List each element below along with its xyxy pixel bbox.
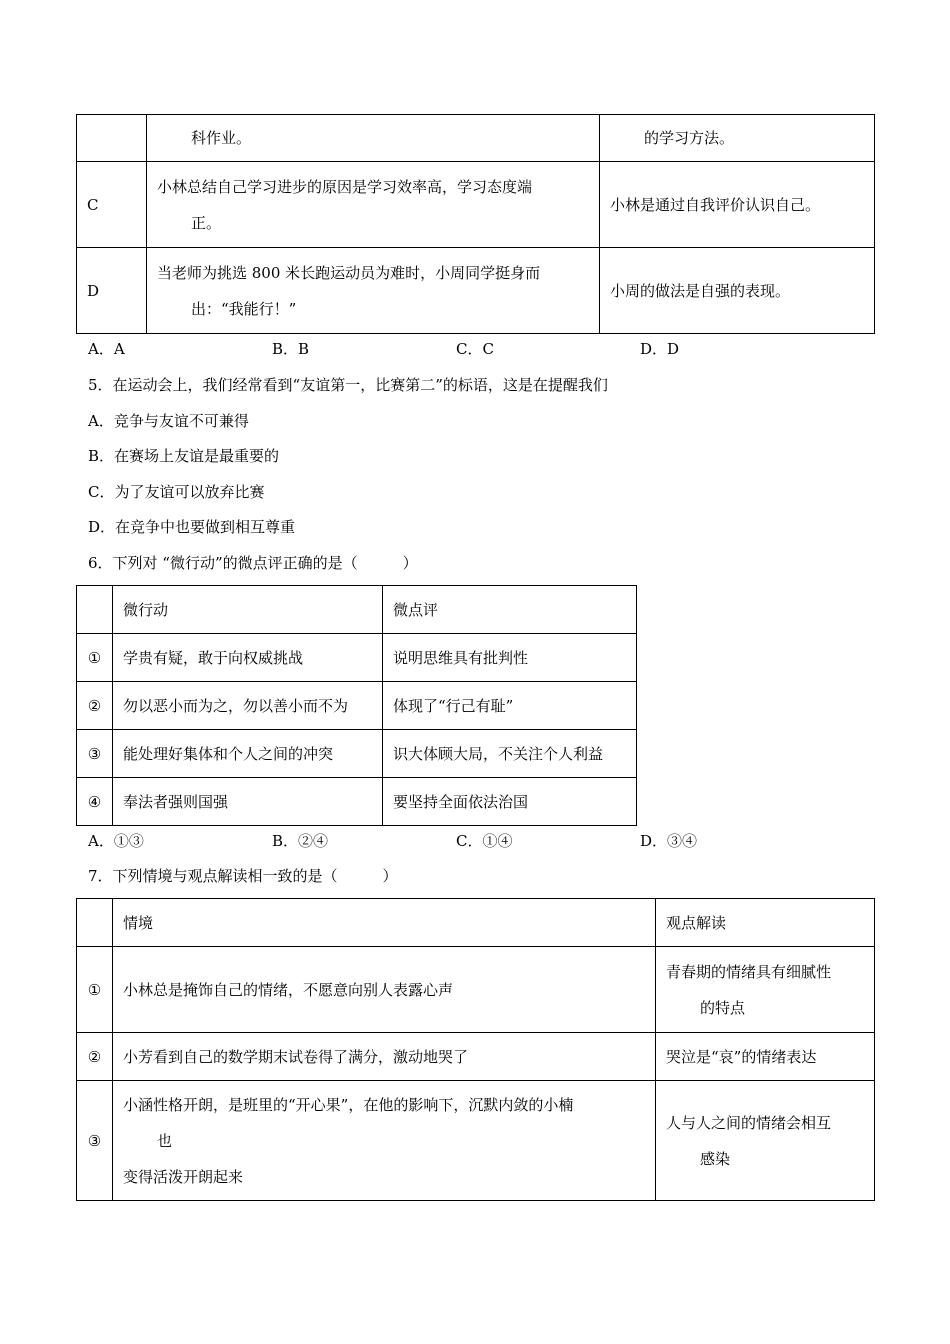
table-cell-situation	[147, 162, 600, 248]
table-cell-comment: 识大体顾大局，不关注个人利益	[383, 730, 637, 778]
table-cell-comment: 要坚持全面依法治国	[383, 778, 637, 826]
table-header-row	[77, 899, 875, 947]
table-header-cell	[77, 586, 113, 634]
table-cell-num: ③	[77, 1081, 113, 1201]
table-row	[77, 1033, 875, 1081]
cell-text: 当老师为挑选 800 米长跑运动员为难时，小周同学挺身而	[157, 263, 541, 282]
table-row	[77, 947, 875, 1033]
table-cell-label: D	[77, 248, 147, 334]
table-header-cell: 观点解读	[656, 899, 875, 947]
table-cell-num: ③	[77, 730, 113, 778]
table-row	[77, 682, 637, 730]
q5-option-b[interactable]: B．在赛场上友谊是最重要的	[88, 447, 280, 465]
q4-table	[76, 114, 875, 334]
table-row	[77, 634, 637, 682]
q6-stem: 6．下列对 “微行动”的微点评正确的是（ ）	[88, 554, 418, 572]
q6-option-b[interactable]: B．②④	[272, 832, 329, 850]
table-cell-comment: 说明思维具有批判性	[383, 634, 637, 682]
table-cell-situation: 小芳看到自己的数学期末试卷得了满分，激动地哭了	[113, 1033, 656, 1081]
table-cell-view: 哭泣是“哀”的情绪表达	[656, 1033, 875, 1081]
table-cell-view: 小林是通过自我评价认识自己。	[600, 162, 875, 248]
table-cell-view	[656, 947, 875, 1033]
table-cell-situation	[113, 1081, 656, 1201]
q4-option-b[interactable]: B．B	[272, 340, 310, 358]
table-cell-label: C	[77, 162, 147, 248]
cell-text: 人与人之间的情绪会相互	[666, 1113, 832, 1132]
cell-text: 变得活泼开朗起来	[123, 1167, 244, 1186]
table-cell-view	[600, 115, 875, 162]
table-cell-situation: 小林总是掩饰自己的情绪，不愿意向别人表露心声	[113, 947, 656, 1033]
table-cell-view: 小周的做法是自强的表现。	[600, 248, 875, 334]
table-row	[77, 162, 875, 248]
q5-option-c[interactable]: C．为了友谊可以放弃比赛	[88, 483, 265, 501]
table-cell-comment: 体现了“行己有耻”	[383, 682, 637, 730]
table-cell-label	[77, 115, 147, 162]
table-cell-num: ②	[77, 682, 113, 730]
cell-text: 正。	[191, 213, 222, 232]
q5-option-a[interactable]: A．竞争与友谊不可兼得	[88, 412, 249, 430]
table-cell-action: 勿以恶小而为之，勿以善小而不为	[113, 682, 383, 730]
table-cell-view	[656, 1081, 875, 1201]
table-cell-action: 奉法者强则国强	[113, 778, 383, 826]
table-row	[77, 730, 637, 778]
cell-text: 小涵性格开朗，是班里的“开心果”，在他的影响下，沉默内敛的小楠	[123, 1095, 574, 1114]
table-cell-situation	[147, 248, 600, 334]
q7-stem: 7．下列情境与观点解读相一致的是（ ）	[88, 867, 398, 885]
q5-option-d[interactable]: D．在竞争中也要做到相互尊重	[88, 518, 296, 536]
q4-option-d[interactable]: D．D	[640, 340, 680, 358]
table-row	[77, 248, 875, 334]
q6-table	[76, 585, 637, 826]
q7-table	[76, 898, 875, 1201]
cell-text: 也	[157, 1131, 173, 1150]
table-cell-action: 学贵有疑，敢于向权威挑战	[113, 634, 383, 682]
cell-text: 青春期的情绪具有细腻性	[666, 962, 832, 981]
table-cell-num: ①	[77, 634, 113, 682]
table-cell-num: ④	[77, 778, 113, 826]
q6-option-d[interactable]: D．③④	[640, 832, 698, 850]
cell-text: 感染	[700, 1149, 731, 1168]
q4-option-a[interactable]: A．A	[88, 340, 125, 358]
table-cell-action: 能处理好集体和个人之间的冲突	[113, 730, 383, 778]
table-header-cell: 微行动	[113, 586, 383, 634]
table-header-row	[77, 586, 637, 634]
table-header-cell	[77, 899, 113, 947]
table-cell-num: ①	[77, 947, 113, 1033]
q6-option-c[interactable]: C．①④	[456, 832, 513, 850]
table-row	[77, 1081, 875, 1201]
cell-text: 科作业。	[191, 129, 252, 147]
table-header-cell: 微点评	[383, 586, 637, 634]
cell-text: 的特点	[700, 998, 746, 1017]
table-cell-num: ②	[77, 1033, 113, 1081]
cell-text: 的学习方法。	[644, 129, 735, 147]
table-cell-situation	[147, 115, 600, 162]
q6-option-a[interactable]: A．①③	[88, 832, 144, 850]
cell-text: 小林总结自己学习进步的原因是学习效率高，学习态度端	[157, 177, 533, 196]
table-row	[77, 115, 875, 162]
q5-stem: 5．在运动会上，我们经常看到“友谊第一，比赛第二”的标语，这是在提醒我们	[88, 376, 608, 394]
cell-text: 出：“我能行！”	[191, 299, 297, 318]
table-header-cell: 情境	[113, 899, 656, 947]
q4-option-c[interactable]: C．C	[456, 340, 494, 358]
table-row	[77, 778, 637, 826]
